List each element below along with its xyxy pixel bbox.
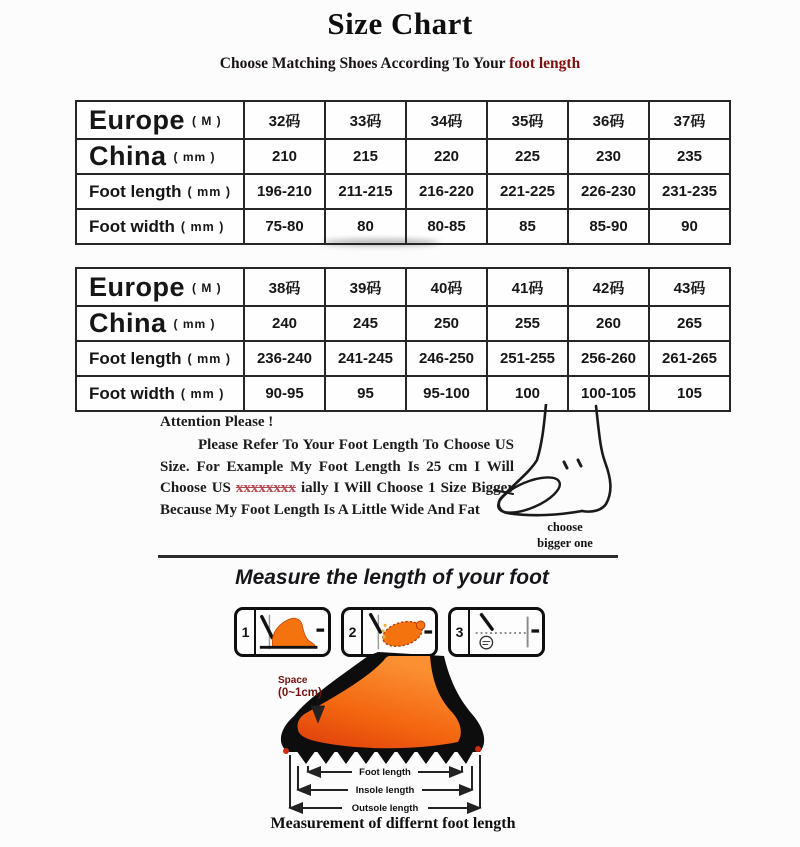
size-cell: 231-235 xyxy=(649,174,730,209)
size-cell: 75-80 xyxy=(244,209,325,244)
size-cell: 236-240 xyxy=(244,341,325,376)
size-table-eu32-37 xyxy=(75,100,731,245)
redacted-text: xxxxxxxx xyxy=(235,480,296,497)
leg-front-line xyxy=(499,404,582,515)
size-cell: 225 xyxy=(487,139,568,174)
table-row xyxy=(76,306,730,341)
foot-length-label: Foot length xyxy=(359,767,411,778)
attention-note xyxy=(160,412,514,522)
page-title: Size Chart xyxy=(327,6,473,41)
cm-badge xyxy=(480,636,492,648)
size-cell: 32码 xyxy=(244,101,325,139)
size-table-eu38-43 xyxy=(75,267,731,412)
step-box-3 xyxy=(448,607,545,657)
size-cell: 36码 xyxy=(568,101,649,139)
size-cell: 39码 xyxy=(325,268,406,306)
row-label-china: China $^{( mm )}$ xyxy=(76,306,244,341)
foot-against-wall-icon xyxy=(256,610,328,654)
size-cell: 40码 xyxy=(406,268,487,306)
row-label-china: China $^{( mm )}$ xyxy=(76,139,244,174)
size-cell: 100 xyxy=(487,376,568,411)
size-cell: 85 xyxy=(487,209,568,244)
size-cell: 265 xyxy=(649,306,730,341)
table-row xyxy=(76,268,730,306)
size-cell: 226-230 xyxy=(568,174,649,209)
step-box-1 xyxy=(234,607,331,657)
section-divider xyxy=(158,555,618,558)
pencil-icon xyxy=(482,615,493,629)
page-subtitle xyxy=(0,55,800,73)
size-cell: 41码 xyxy=(487,268,568,306)
row-label-foot-width: Foot width ( mm ) xyxy=(76,376,244,411)
size-cell: 42码 xyxy=(568,268,649,306)
size-cell: 255 xyxy=(487,306,568,341)
sole-teeth xyxy=(296,750,474,764)
measuring-tape-loop xyxy=(494,470,565,520)
size-cell: 95-100 xyxy=(406,376,487,411)
space-gap-label: Space (0~1cm) xyxy=(278,675,322,699)
diagram-caption: Measurement of differnt foot length xyxy=(270,815,516,832)
size-cell: 260 xyxy=(568,306,649,341)
table-row xyxy=(76,341,730,376)
attention-heading: Attention Please ! xyxy=(160,414,274,430)
step-number: 2 xyxy=(344,610,363,654)
size-cell: 216-220 xyxy=(406,174,487,209)
size-cell: 251-255 xyxy=(487,341,568,376)
size-cell: 100-105 xyxy=(568,376,649,411)
row-label-foot-length: Foot length ( mm ) xyxy=(76,174,244,209)
size-cell: 90 xyxy=(649,209,730,244)
sole-tip-dot xyxy=(283,748,289,754)
size-cell: 261-265 xyxy=(649,341,730,376)
size-cell: 210 xyxy=(244,139,325,174)
row-label-europe: Europe $^{( M )}$ xyxy=(76,101,244,139)
sole-tip-dot xyxy=(475,746,481,752)
size-cell: 33码 xyxy=(325,101,406,139)
pencil-icon xyxy=(262,617,273,638)
footprint-toe xyxy=(416,621,425,630)
size-cell: 256-260 xyxy=(568,341,649,376)
size-cell: 230 xyxy=(568,139,649,174)
size-cell: 241-245 xyxy=(325,341,406,376)
ankle-dot xyxy=(578,460,581,466)
measurement-steps xyxy=(234,607,545,657)
size-cell: 221-225 xyxy=(487,174,568,209)
step-box-2 xyxy=(341,607,438,657)
outsole-length-label: Outsole length xyxy=(351,803,419,814)
step-1-art xyxy=(256,610,328,654)
size-cell: 211-215 xyxy=(325,174,406,209)
step-number: 1 xyxy=(237,610,256,654)
size-cell: 220 xyxy=(406,139,487,174)
size-cell: 90-95 xyxy=(244,376,325,411)
foot-measuring-sketch-illustration xyxy=(492,404,652,522)
leg-back-line xyxy=(582,406,610,512)
size-cell: 250 xyxy=(406,306,487,341)
size-cell: 37码 xyxy=(649,101,730,139)
table-row xyxy=(76,174,730,209)
size-cell: 43码 xyxy=(649,268,730,306)
row-label-foot-width: Foot width ( mm ) xyxy=(76,209,244,244)
subtitle-text: Choose Matching Shoes According To Your xyxy=(219,55,510,72)
step-3-art xyxy=(470,610,542,654)
size-cell: 34码 xyxy=(406,101,487,139)
size-cell: 85-90 xyxy=(568,209,649,244)
size-cell: 246-250 xyxy=(406,341,487,376)
size-cell: 105 xyxy=(649,376,730,411)
size-cell: 95 xyxy=(325,376,406,411)
footprint-trace-icon xyxy=(363,610,435,654)
size-cell: 80 xyxy=(325,209,406,244)
step-2-art xyxy=(363,610,435,654)
row-label-europe: Europe $^{( M )}$ xyxy=(76,268,244,306)
foot-side-shape xyxy=(272,618,315,646)
insole-length-label: Insole length xyxy=(355,785,415,796)
size-cell: 215 xyxy=(325,139,406,174)
measure-section-heading: Measure the length of your foot xyxy=(235,566,549,589)
attention-paragraph: Please Refer To Your Foot Length To Choose US Size. For Example My Foot Length Is 25 cm I Will Choose US xxxxxxxx ially I Will Choose 1 Size Bigger Because My Foot Length Is A Little Wide And Fat xyxy=(160,436,514,518)
size-cell: 196-210 xyxy=(244,174,325,209)
step-number: 3 xyxy=(451,610,470,654)
measure-line-icon xyxy=(470,610,542,654)
size-cell: 245 xyxy=(325,306,406,341)
size-cell: 38码 xyxy=(244,268,325,306)
size-cell: 235 xyxy=(649,139,730,174)
print-smudge xyxy=(322,239,440,246)
table-row xyxy=(76,101,730,139)
size-cell: 80-85 xyxy=(406,209,487,244)
size-cell: 35码 xyxy=(487,101,568,139)
size-cell: 240 xyxy=(244,306,325,341)
row-label-foot-length: Foot length ( mm ) xyxy=(76,341,244,376)
table-row xyxy=(76,139,730,174)
ankle-dot xyxy=(564,462,567,468)
choose-bigger-note: choose bigger one xyxy=(537,520,593,550)
subtitle-highlight: foot length xyxy=(509,55,581,72)
